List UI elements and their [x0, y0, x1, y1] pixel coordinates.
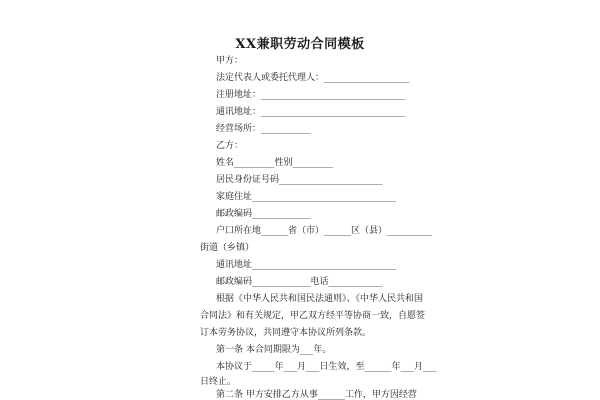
party-b-home-address-line: 家庭住址________________________________	[216, 192, 397, 202]
preamble-line-3: 订本劳务协议，共同遵守本协议所列条款。	[200, 328, 372, 338]
party-b-mailing-address-line: 通讯地址________________________________	[216, 260, 397, 270]
document-title: XX兼职劳动合同模板	[235, 37, 365, 52]
party-b-postcode-line: 邮政编码_____________	[216, 209, 311, 219]
article-2-line: 第二条 甲方安排乙方从事______工作，甲方因经营	[216, 390, 417, 400]
party-b-household-registration-line: 户口所在地______省（市）______区（县）__________	[216, 226, 433, 236]
party-a-mailing-address-line: 通讯地址：________________________________	[216, 107, 406, 117]
party-b-street-township-line: 街道（乡镇）	[200, 243, 255, 253]
party-b-id-number-line: 居民身份证号码_______________________	[216, 175, 383, 185]
preamble-line-2: 合同法》和有关规定，甲乙双方经平等协商一致，自愿签	[200, 311, 426, 321]
party-b-label: 乙方：	[216, 141, 244, 151]
party-a-label: 甲方：	[216, 56, 244, 66]
article-1-line: 第一条 本合同期限为___年。	[216, 345, 332, 355]
party-a-representative-line: 法定代表人或委托代理人：___________________	[216, 73, 410, 83]
effective-date-line: 本协议于_____年___月___日生效，至______年___月___	[216, 362, 437, 372]
party-b-postcode-phone-line: 邮政编码_____________电话____________	[216, 277, 383, 287]
party-b-name-gender-line: 姓名_________性别_________	[216, 158, 334, 168]
termination-line: 日终止。	[200, 377, 237, 387]
preamble-line-1: 根据《中华人民共和国民法通则》、《中华人民共和国	[216, 294, 424, 304]
party-a-registered-address-line: 注册地址：________________________________	[216, 90, 406, 100]
party-a-business-premises-line: 经营场所：___________	[216, 124, 311, 134]
